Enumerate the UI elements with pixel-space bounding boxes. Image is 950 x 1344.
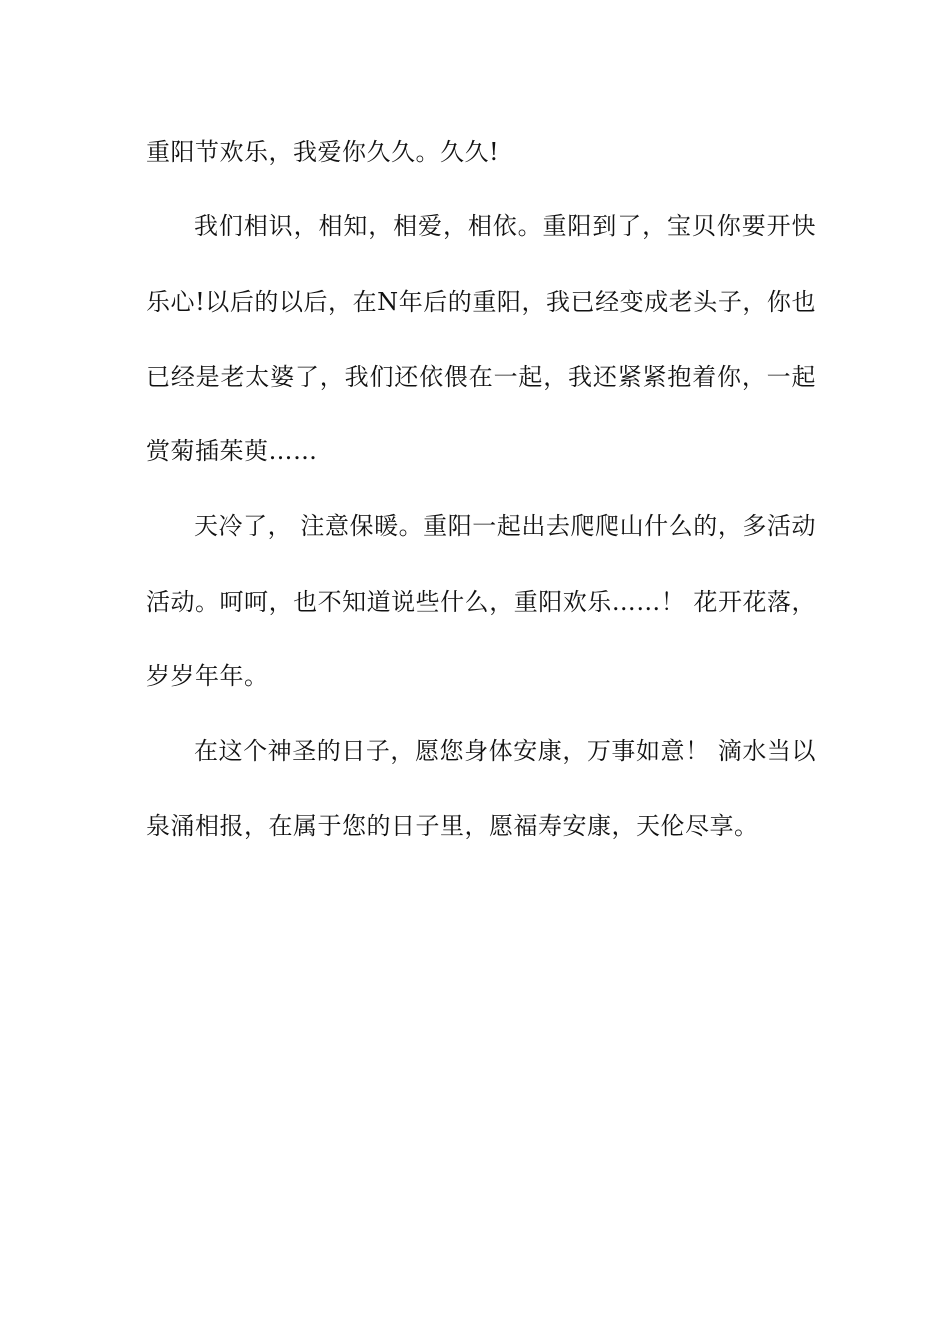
paragraph-1-line-1: 重阳节欢乐，我爱你久久。久久!: [146, 138, 500, 166]
paragraph-2-line-1: 我们相识，相知，相爱，相依。重阳到了，宝贝你要开快: [194, 212, 816, 240]
paragraph-3-line-2: 活动。呵呵，也不知道说些什么，重阳欢乐……！ 花开花落，: [146, 588, 816, 616]
paragraph-2-line-2: 乐心!以后的以后，在N年后的重阳，我已经变成老头子，你也: [146, 288, 816, 316]
paragraph-3-line-3: 岁岁年年。: [146, 662, 269, 690]
paragraph-2-line-4: 赏菊插茱萸……: [146, 437, 318, 465]
paragraph-2-line-3: 已经是老太婆了，我们还依偎在一起，我还紧紧抱着你，一起: [146, 363, 816, 391]
paragraph-3-line-1: 天冷了， 注意保暖。重阳一起出去爬爬山什么的，多活动: [194, 512, 816, 540]
paragraph-4-line-2: 泉涌相报，在属于您的日子里，愿福寿安康，天伦尽享。: [146, 812, 759, 840]
paragraph-4-line-1: 在这个神圣的日子，愿您身体安康，万事如意！ 滴水当以: [194, 737, 816, 765]
